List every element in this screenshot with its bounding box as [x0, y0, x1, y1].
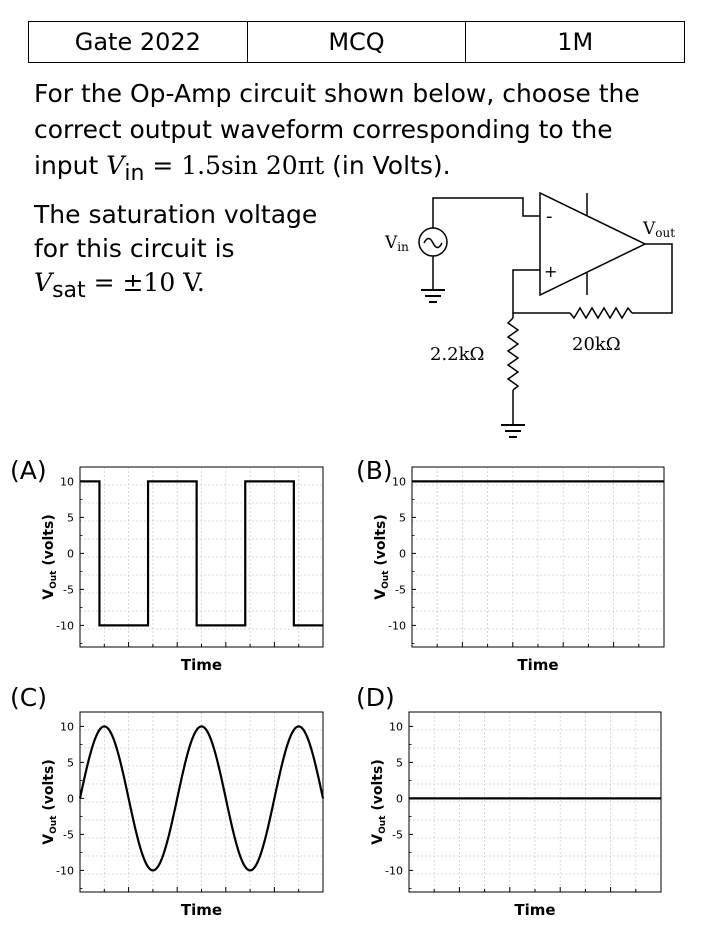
circuit-vout-label: Vout: [643, 219, 676, 240]
ground-resistor-label: 2.2kΩ: [430, 344, 485, 365]
feedback-resistor-icon: [570, 308, 632, 318]
saturation-line-2: for this circuit is: [34, 234, 235, 263]
option-a-label[interactable]: (A): [10, 456, 47, 485]
option-c-label[interactable]: (C): [10, 683, 47, 712]
x-axis-label: Time: [180, 901, 223, 919]
question-line-2: correct output waveform corresponding to the: [34, 115, 613, 144]
ground-icon: [501, 425, 525, 437]
y-tick-label: -5: [63, 583, 74, 597]
y-tick-label: 5: [396, 756, 403, 770]
option-b-label[interactable]: (B): [356, 456, 393, 485]
y-axis-label: $V_{Out}$ (volts): [373, 514, 391, 600]
y-tick-label: 0: [67, 792, 74, 806]
y-tick-label: 0: [67, 547, 74, 561]
x-axis-label: Time: [180, 656, 223, 674]
ground-resistor-icon: [508, 318, 518, 390]
y-tick-label: 0: [399, 547, 406, 561]
noninverting-input-label: +: [544, 262, 558, 281]
y-tick-label: 10: [60, 720, 74, 734]
ac-source-wave: [424, 239, 442, 248]
vsat-symbol: V: [34, 268, 53, 297]
y-tick-label: 5: [67, 511, 74, 525]
y-tick-label: -10: [56, 864, 74, 878]
option-d-label[interactable]: (D): [356, 683, 395, 712]
input-wire: [433, 198, 540, 228]
y-tick-label: -10: [56, 619, 74, 633]
y-axis-label: $V_{Out}$ (volts): [41, 514, 59, 600]
y-tick-label: 5: [399, 511, 406, 525]
y-tick-label: 10: [60, 475, 74, 489]
saturation-line-1: The saturation voltage: [34, 200, 318, 229]
exam-cell: Gate 2022: [29, 22, 248, 62]
vsat-subscript: sat: [52, 278, 86, 303]
y-tick-label: 0: [396, 792, 403, 806]
x-axis-label: Time: [514, 901, 556, 919]
input-word: input: [34, 151, 99, 180]
vin-expression: = 1.5sin 20πt: [152, 151, 325, 180]
y-tick-label: 5: [67, 756, 74, 770]
y-tick-label: -10: [388, 619, 406, 633]
chart-option-d: [370, 700, 675, 925]
y-tick-label: -10: [385, 864, 403, 878]
y-tick-label: -5: [63, 828, 74, 842]
y-tick-label: 10: [389, 720, 403, 734]
y-axis-label: $V_{Out}$ (volts): [41, 759, 59, 845]
noninverting-wire: [513, 270, 540, 318]
y-tick-label: -5: [392, 828, 403, 842]
chart-option-b: [375, 455, 675, 680]
y-axis-label: $V_{Out}$ (volts): [370, 759, 388, 845]
question-line-1: For the Op-Amp circuit shown below, choose the: [34, 79, 640, 108]
chart-option-a: [30, 455, 330, 680]
feedback-resistor-label: 20kΩ: [572, 334, 621, 355]
y-tick-label: -5: [395, 583, 406, 597]
vsat-value: = ±10 V.: [93, 268, 205, 297]
output-wire: [632, 244, 672, 313]
x-axis-label: Time: [517, 656, 559, 674]
marks-cell: 1M: [557, 28, 594, 56]
question-type-cell: MCQ: [248, 22, 467, 62]
vin-subscript: in: [124, 161, 145, 186]
ground-icon: [421, 290, 445, 302]
vin-symbol: V: [106, 151, 125, 180]
chart-option-c: [30, 700, 330, 925]
inverting-input-label: -: [546, 206, 553, 227]
units-note: (in Volts).: [332, 151, 451, 180]
y-tick-label: 10: [392, 475, 406, 489]
circuit-vin-label: Vin: [385, 233, 409, 254]
